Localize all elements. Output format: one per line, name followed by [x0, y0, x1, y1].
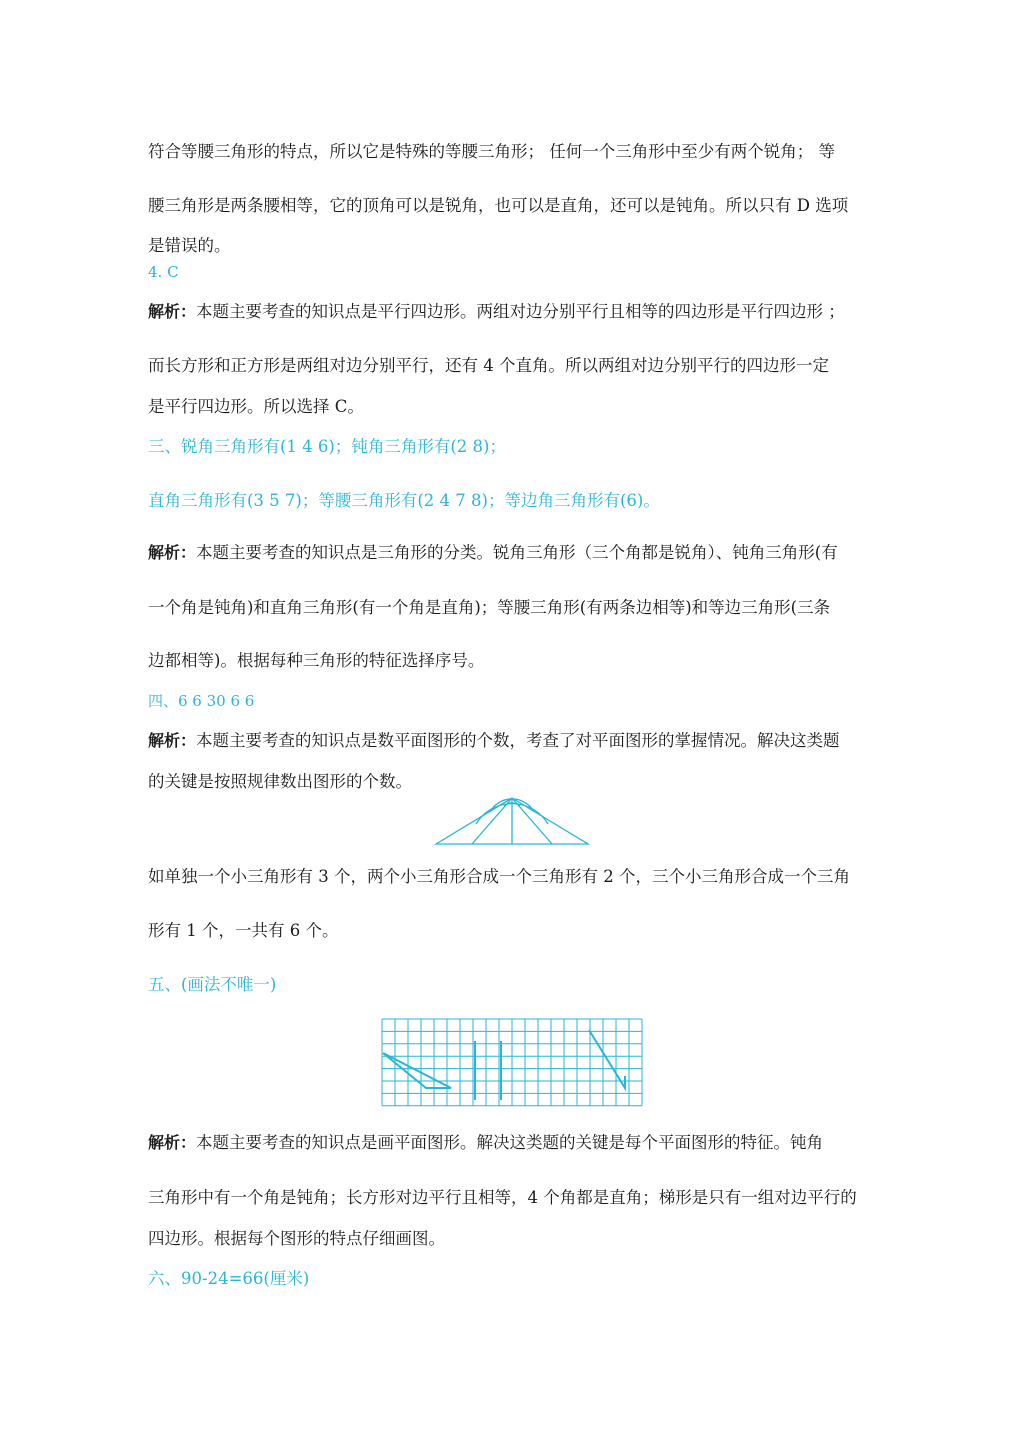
sec5-answer: 五、(画法不唯一): [148, 975, 277, 994]
sec4-explanation-line1: [148, 731, 840, 751]
q4-explanation-line2: 而长方形和正方形是两组对边分别平行，还有 4 个直角。所以两组对边分别平行的四边形一定: [148, 356, 829, 375]
analysis-label: 解析：: [148, 302, 197, 321]
sec5-explanation-text: 本题主要考查的知识点是画平面图形。解决这类题的关键是每个平面图形的特征。钝角: [196, 1133, 824, 1152]
sec4-explanation-line3: 如单独一个小三角形有 3 个，两个小三角形合成一个三角形有 2 个，三个小三角形合成一个三角: [148, 867, 850, 886]
sec6-answer: 六、90-24=66(厘米): [148, 1269, 310, 1288]
sec3-explanation-line1: [148, 543, 838, 563]
drawing-grid-figure: [381, 1018, 645, 1108]
q4-explanation-line1: [148, 302, 845, 322]
analysis-label: 解析：: [148, 731, 197, 750]
trapezoid-shape: [589, 1030, 625, 1088]
sec4-explanation-line4: 形有 1 个，一共有 6 个。: [148, 921, 339, 940]
sec4-explanation-line2: 的关键是按照规律数出图形的个数。: [148, 772, 412, 791]
sec3-explanation-text: 本题主要考查的知识点是三角形的分类。锐角三角形（三个角都是锐角）、钝角三角形(有: [196, 543, 838, 562]
analysis-label: 解析：: [148, 1133, 197, 1152]
sec5-explanation-line2: 三角形中有一个角是钝角；长方形对边平行且相等，4 个角都是直角；梯形是只有一组对边平行的: [148, 1188, 857, 1207]
obtuse-triangle-shape: [383, 1053, 451, 1088]
triangle-count-figure: [432, 794, 592, 848]
sec3-answer-line2: 直角三角形有(3 5 7)；等腰三角形有(2 4 7 8)；等边角三角形有(6)。: [148, 491, 660, 510]
q4-explanation-line3: 是平行四边形。所以选择 C。: [148, 397, 364, 416]
analysis-label: 解析：: [148, 543, 197, 562]
sec3-explanation-line3: 边都相等)。根据每种三角形的特征选择序号。: [148, 651, 485, 670]
q3-explanation-line1: 符合等腰三角形的特点，所以它是特殊的等腰三角形； 任何一个三角形中至少有两个锐角； 等: [148, 142, 835, 161]
sec5-explanation-line3: 四边形。根据每个图形的特点仔细画图。: [148, 1229, 445, 1248]
sec5-explanation-line1: [148, 1133, 823, 1153]
sec3-explanation-line2: 一个角是钝角)和直角三角形(有一个角是直角)；等腰三角形(有两条边相等)和等边三角形(三条: [148, 598, 831, 617]
q4-answer: 4. C: [148, 263, 179, 281]
q3-explanation-line2: 腰三角形是两条腰相等，它的顶角可以是锐角，也可以是直角，还可以是钝角。所以只有 D 选项: [148, 196, 849, 215]
q3-explanation-line3: 是错误的。: [148, 236, 231, 255]
sec4-explanation-text: 本题主要考查的知识点是数平面图形的个数，考查了对平面图形的掌握情况。解决这类题: [196, 731, 840, 750]
sec3-answer-line1: 三、锐角三角形有(1 4 6)；钝角三角形有(2 8)；: [148, 437, 506, 456]
sec4-answer: 四、6 6 30 6 6: [148, 692, 255, 710]
q4-explanation-text: 本题主要考查的知识点是平行四边形。两组对边分别平行且相等的四边形是平行四边形 ；: [196, 302, 845, 321]
